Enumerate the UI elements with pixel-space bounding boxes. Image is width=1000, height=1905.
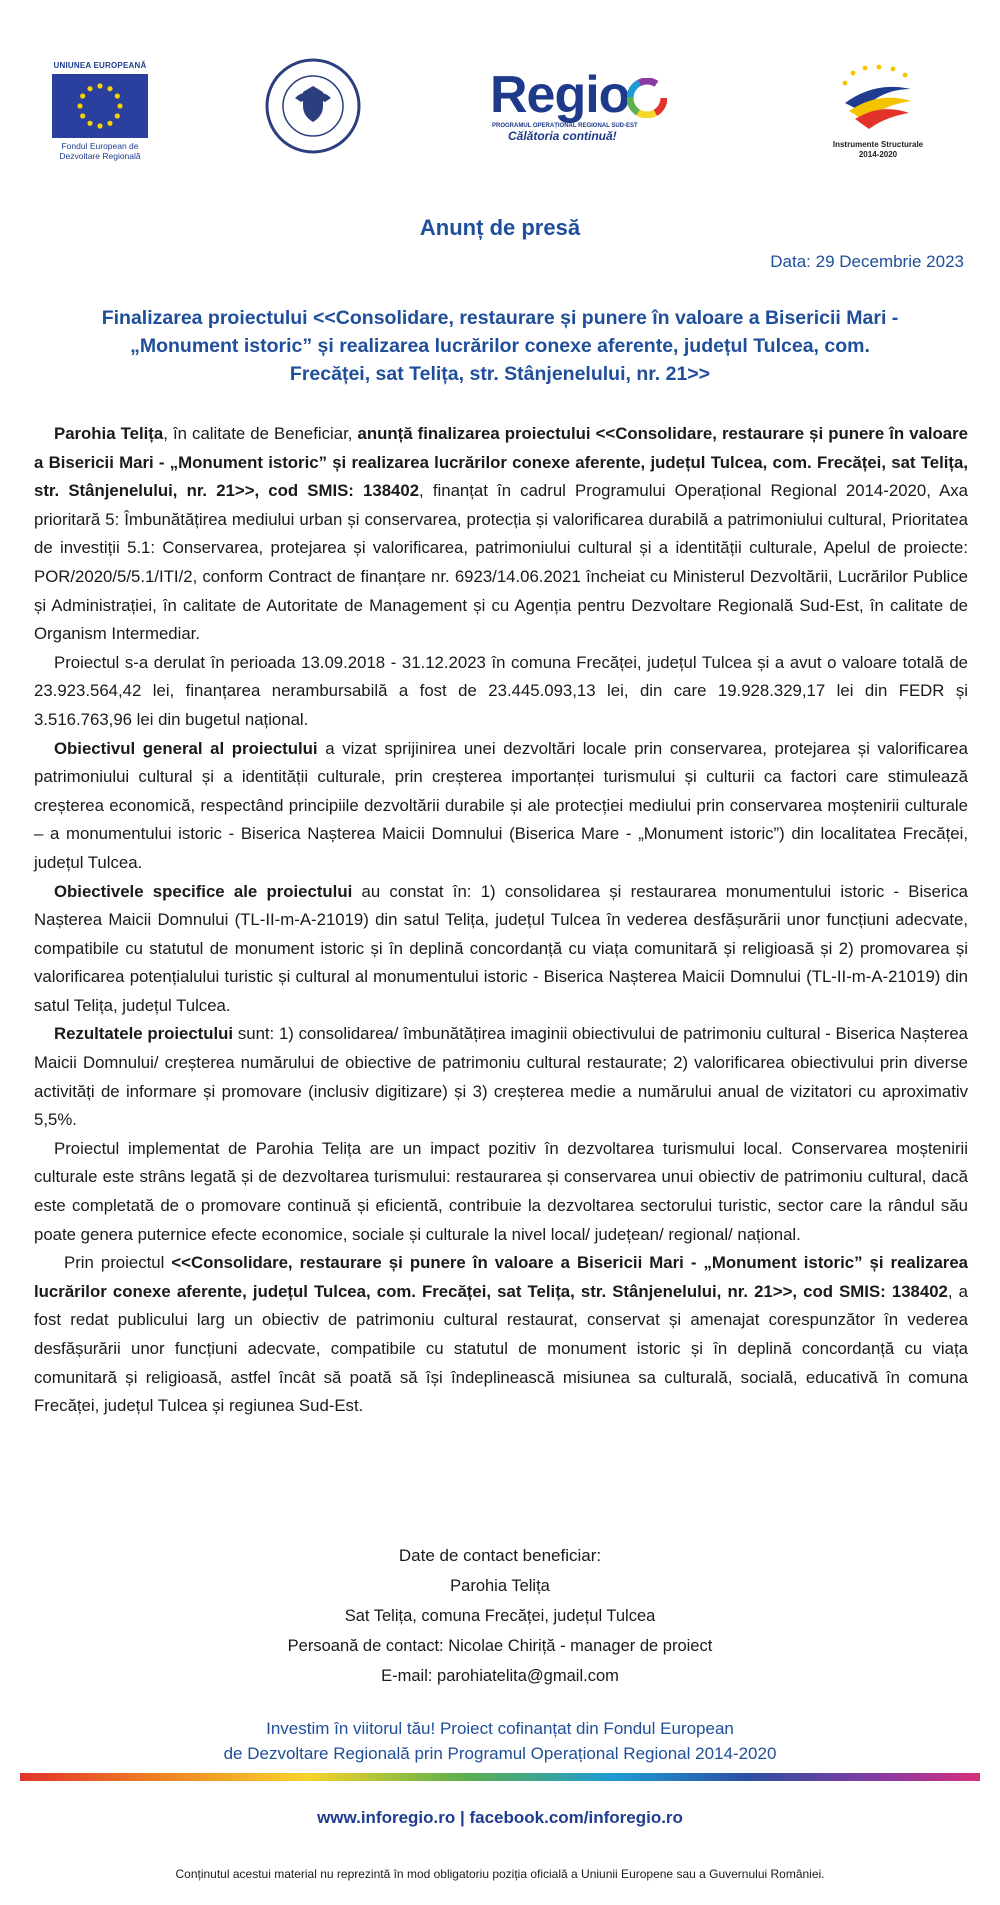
results-label: Rezultatele proiectului xyxy=(54,1024,234,1044)
regio-subtitle: PROGRAMUL OPERAȚIONAL REGIONAL SUD-EST xyxy=(492,123,638,129)
specific-objectives-label: Obiectivele specifice ale proiectului xyxy=(54,881,353,901)
eu-star-icon xyxy=(107,86,112,91)
eu-star-icon xyxy=(97,83,102,88)
contact-address: Sat Telița, comuna Frecăței, județul Tulcea xyxy=(344,1607,656,1625)
regio-wordmark: Regio xyxy=(490,66,630,124)
eu-star-icon xyxy=(87,121,92,126)
paragraph-specific-objectives xyxy=(34,878,968,1021)
paragraph-text: Prin proiectul xyxy=(64,1253,172,1273)
structural-instruments-years: 2014-2020 xyxy=(858,150,898,159)
structural-instruments-icon xyxy=(833,63,923,135)
general-objective-label: Obiectivul general al proiectului xyxy=(54,738,318,758)
paragraph-text: , în calitate de Beneficiar, xyxy=(163,424,358,443)
footer-line-2: de Dezvoltare Regională prin Programul Operațional Regional 2014-2020 xyxy=(223,1744,777,1763)
regio-logo xyxy=(490,67,690,157)
paragraph-general-objective xyxy=(34,735,968,878)
footer-message xyxy=(0,1716,1000,1766)
regio-color-wheel-icon xyxy=(627,78,667,118)
press-body xyxy=(34,420,968,1421)
structural-instruments-label: Instrumente Structurale xyxy=(832,140,924,149)
beneficiary-name: Parohia Telița xyxy=(54,424,164,443)
eu-bottom-label: Fondul European de Dezvoltare Regională xyxy=(59,141,141,161)
eu-top-label: UNIUNEA EUROPEANĂ xyxy=(53,61,147,70)
contact-email: E-mail: parohiatelita@gmail.com xyxy=(381,1667,619,1685)
footer-disclaimer: Conținutul acestui material nu reprezintă în mod obligatoriu poziția oficială a Uniunii Europene sau a Guvernului României. xyxy=(175,1867,825,1881)
contact-block xyxy=(0,1541,1000,1691)
government-seal-logo xyxy=(265,58,361,154)
eu-stars-icon xyxy=(52,74,148,138)
page-title: Anunț de presă xyxy=(419,215,581,240)
contact-name: Parohia Telița xyxy=(450,1577,550,1595)
paragraph-beneficiary xyxy=(34,420,968,649)
contact-heading: Date de contact beneficiar: xyxy=(398,1546,602,1565)
paragraph-text: au constat în: 1) consolidarea și restaurarea monumentului istoric - Biserica Nașterea Maicii Domnului (TL-II-m-A-21019) din satul Telița, județul Tulcea în vederea desfășurării unor funcțiuni adecvate, compatibile cu statutul de monument istoric și în deplină concordanță cu viața comunitară și religioasă și 2) promovarea și valorificarea potențialului turistic și cultural al monumentului istoric - Biserica Nașterea Maicii Domnului (TL-II-m-A-21019) din satul Telița, județul Tulcea. xyxy=(34,881,968,1015)
eu-star-icon xyxy=(115,93,120,98)
eu-star-icon xyxy=(115,113,120,118)
rainbow-divider xyxy=(20,1773,980,1781)
eu-star-icon xyxy=(80,113,85,118)
project-name-bold: <<Consolidare, restaurare și punere în valoare a Bisericii Mari - „Monument istoric” și realizarea lucrărilor conexe aferente, județul Tulcea, com. Frecăței, sat Telița, str. Stânjenelului, nr. 21>>, cod SMIS: 138402 xyxy=(34,1253,968,1301)
paragraph-results xyxy=(34,1020,968,1134)
logo-strip xyxy=(0,55,1000,175)
footer-web-links: www.inforegio.ro | facebook.com/inforegio.ro xyxy=(317,1808,683,1827)
paragraph-text: a vizat sprijinirea unei dezvoltări locale prin conservarea, protejarea și valorificarea patrimoniului cultural și a identității culturale, prin creșterea importanței turismului și culturii ca factori care stimulează creșterea economică, respectând principiile dezvoltării durabile și ale protecției mediului prin conservarea moștenirii culturale – a monumentului istoric - Biserica Nașterea Maicii Domnului (Biserica Mare - „Monument istoric”) din localitatea Frecăței, județul Tulcea. xyxy=(34,738,968,872)
paragraph-conclusion xyxy=(34,1249,968,1421)
eu-flag-icon xyxy=(52,74,148,138)
eu-star-icon xyxy=(117,103,122,108)
paragraph-text: , a fost redat publicului larg un obiectiv de patrimoniu cultural restaurat, conservat și amenajat corespunzător în vederea desfășurării unor funcțiuni adecvate, compatibile cu statutul de monument istoric și în deplină concordanță cu viața comunitară și religioasă, astfel încât să poată să își îndeplinească misiunea sa culturală, socială, educativă în comuna Frecăței, județul Tulcea și regiunea Sud-Est. xyxy=(34,1281,968,1416)
press-date: Data: 29 Decembrie 2023 xyxy=(770,252,964,271)
paragraph-financing: Proiectul s-a derulat în perioada 13.09.2018 - 31.12.2023 în comuna Frecăței, județul Tulcea și a avut o valoare totală de 23.923.564,42 lei, finanțarea nerambursabilă a fost de 23.445.093,13 lei, din care 19.928.329,17 lei din FEDR și 3.516.763,96 lei din bugetul național. xyxy=(34,652,968,729)
government-seal-icon xyxy=(265,58,361,154)
paragraph-impact: Proiectul implementat de Parohia Telița are un impact pozitiv în dezvoltarea turismului local. Conservarea moștenirii culturale este strâns legată și de dezvoltarea turismului: restaurarea și conservarea unui obiectiv de patrimoniu cultural, dacă este completată de o promovare continuă și eficientă, contribuie la dezvoltarea sectorului turistic, sector care la rândul său poate genera puternice efecte economice, sociale și culturale la nivel local/ județean/ regional/ național. xyxy=(34,1138,968,1244)
structural-instruments-logo xyxy=(818,63,938,160)
eu-star-icon xyxy=(107,121,112,126)
regio-tagline: Călătoria continuă! xyxy=(508,129,617,143)
paragraph-text: , finanțat în cadrul Programului Operațional Regional 2014-2020, Axa prioritară 5: Îmbunătățirea mediului urban și conservarea, protecția și valorificarea durabilă a patrimoniului cultural, Prioritatea de investiții 5.1: Conservarea, protejarea și valorificarea, patrimoniului cultural și a identității culturale, Apelul de proiecte: POR/2020/5/5.1/ITI/2, conform Contract de finanțare nr. 6923/14.06.2021 încheiat cu Ministerul Dezvoltării, Lucrărilor Publice și Administrației, în calitate de Autoritate de Management și cu Agenția pentru Dezvoltare Regională Sud-Est, în calitate de Organism Intermediar. xyxy=(34,481,968,644)
project-announcement: anunță finalizarea proiectului <<Consolidare, restaurare și punere în valoare a Bisericii Mari - „Monument istoric” și realizarea lucrărilor conexe aferente, județul Tulcea, com. Frecăței, sat Telița, str. Stânjenelului, nr. 21>>, cod SMIS: 138402 xyxy=(34,424,969,501)
eu-star-icon xyxy=(80,93,85,98)
eu-star-icon xyxy=(87,86,92,91)
press-subject: Finalizarea proiectului <<Consolidare, restaurare și punere în valoare a Bisericii Mari - „Monument istoric” și realizarea lucrărilor conexe aferente, județul Tulcea, com. Frecăței, sat Telița, str. Stânjenelului, nr. 21>> xyxy=(101,307,899,385)
eu-star-icon xyxy=(77,103,82,108)
eu-star-icon xyxy=(97,123,102,128)
footer-line-1: Investim în viitorul tău! Proiect cofinanțat din Fondul European xyxy=(266,1719,734,1738)
contact-person: Persoană de contact: Nicolae Chiriță - manager de proiect xyxy=(287,1637,713,1655)
paragraph-text: sunt: 1) consolidarea/ îmbunătățirea imaginii obiectivului de patrimoniu cultural - Biserica Nașterea Maicii Domnului/ creșterea numărului de obiective de patrimoniu cultural restaurate; 2) valorificarea obiectivului prin diverse activități de informare și promovare (inclusiv digitizare) și 3) creșterea medie a numărului anual de vizitatori cu aproximativ 5,5%. xyxy=(34,1024,969,1130)
eu-logo xyxy=(50,61,150,161)
